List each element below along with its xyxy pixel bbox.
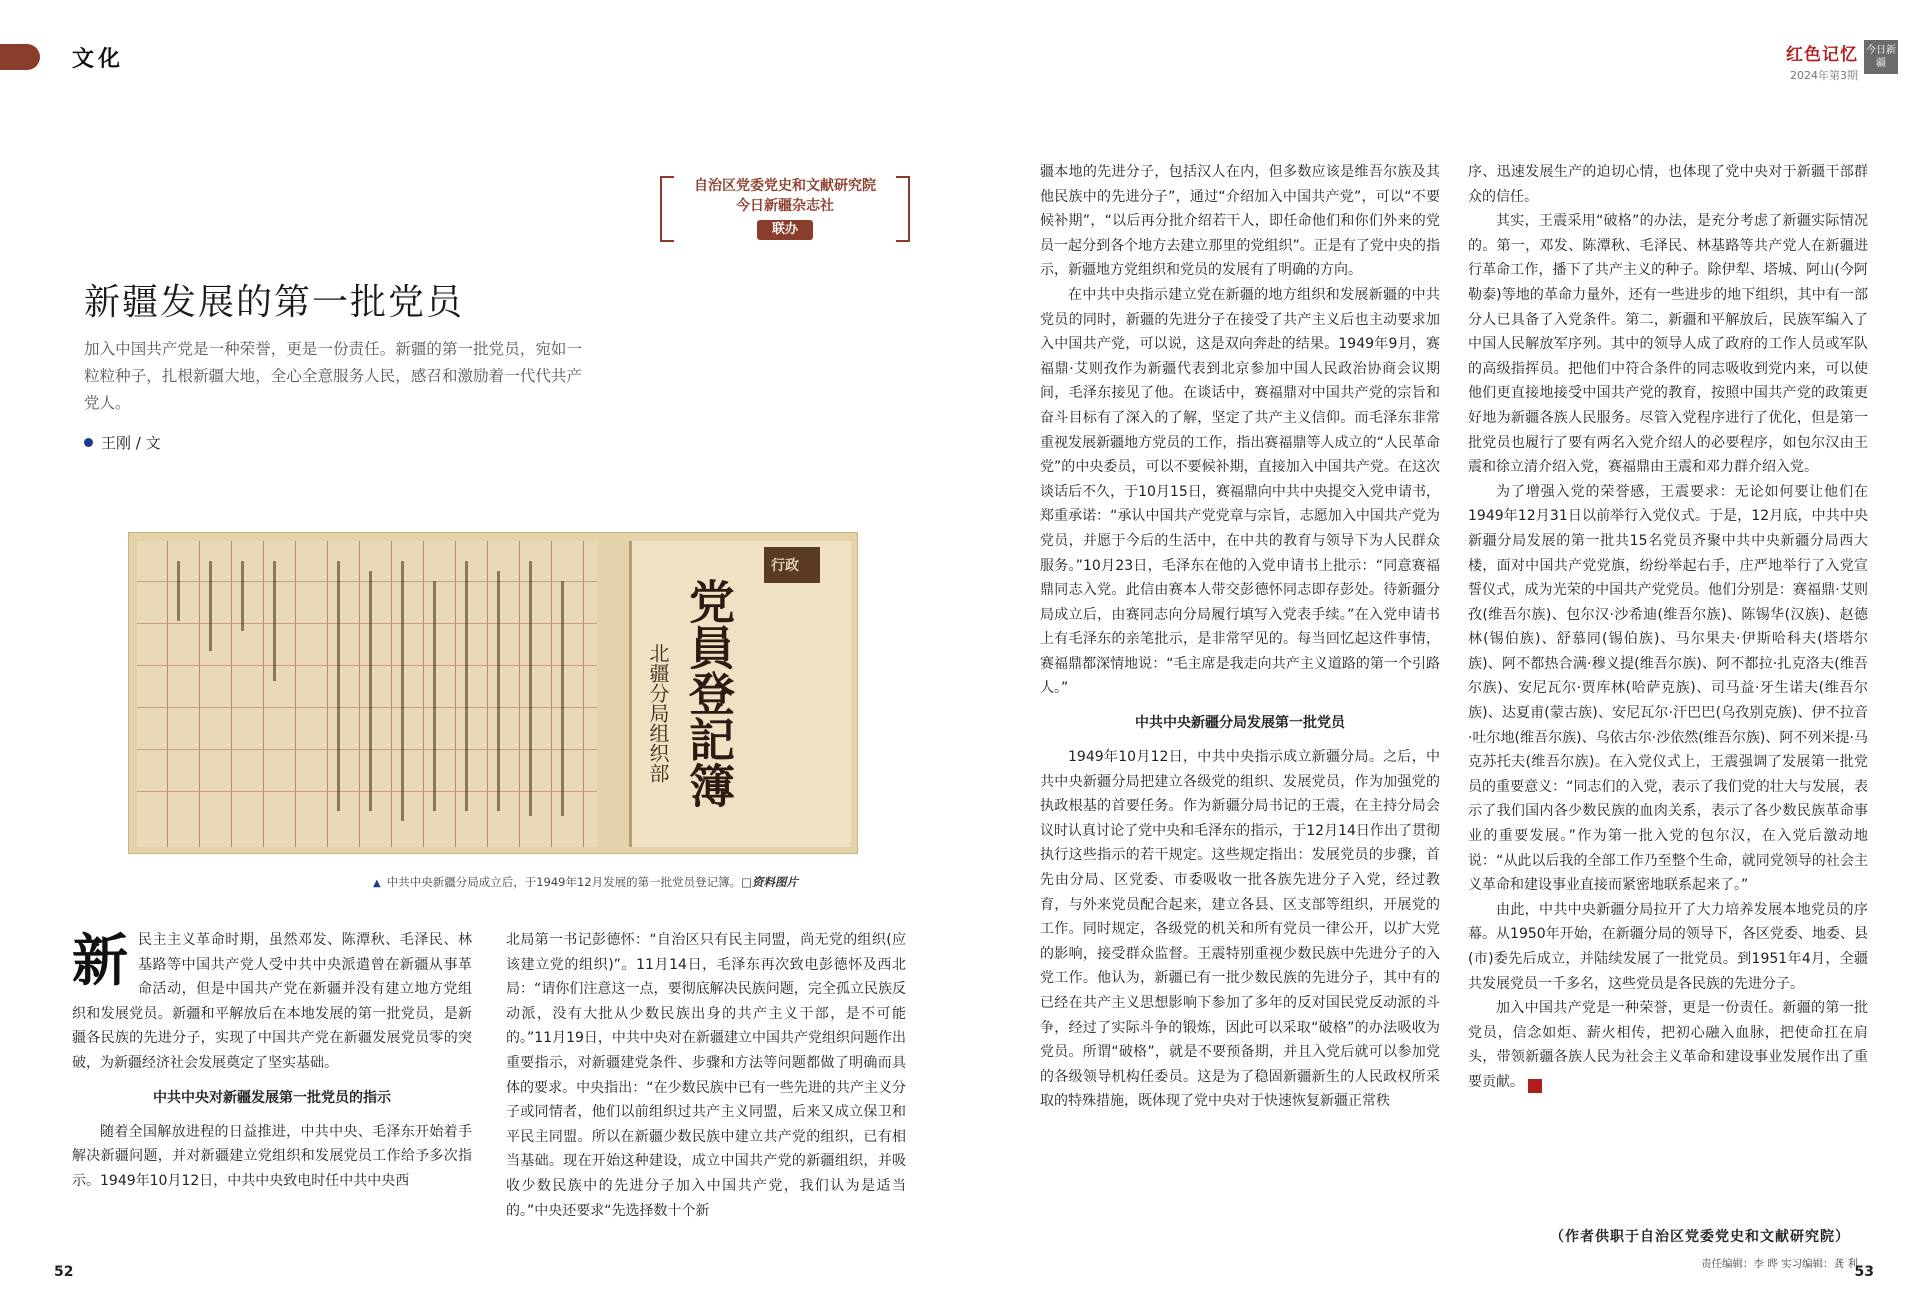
sponsor-bracket-left (660, 176, 674, 242)
paragraph: 其实，王震采用“破格”的办法，是充分考虑了新疆实际情况的。第一，邓发、陈潭秋、毛泽民、林基路等共产党人在新疆进行革命工作，播下了共产主义的种子。除伊犁、塔城、阿山(今阿勒泰)等地的革命力量外，还有一些进步的地下组织，其中有一部分人已具备了入党条件。第二，新疆和平解放后，民族军编入了中国人民解放军序列。其中的领导人成了政府的工作人员或军队的高级指挥员。把他们中符合条件的同志吸收到党内来，可以使他们更直接地接受中国共产党的教育，按照中国共产党的政策更好地为新疆各族人民服务。尽管入党程序进行了优化，但是第一批党员也履行了要有两名入党介绍人的必要程序，如包尔汉由王震和徐立清介绍入党，赛福鼎由王震和邓力群介绍入党。 (1468, 213, 1868, 476)
paragraph: 1949年10月12日，中共中央指示成立新疆分局。之后，中共中央新疆分局把建立各级党的组织、发展党员，作为加强党的执政根基的首要任务。作为新疆分局书记的王震，在主持分局会议时认真讨论了党中央和毛泽东的指示，于12月14日作出了贯彻执行这些指示的若干规定。这些规定指出：发展党员的步骤，首先由分局、区党委、市委吸收一批各族先进分子入党，经过教育，与外来党员配合起来，建立各县、区支部等组织，开展党的工作。同时规定，各级党的机关和所有党员一律公开，以扩大党的影响，接受群众监督。王震特别重视少数民族中先进分子的入党工作。他认为，新疆已有一批少数民族的先进分子，其中有的已经在共产主义思想影响下参加了多年的反对国民党反动派的斗争，经过了实际斗争的锻炼，因此可以采取“破格”的办法吸收为党员。所谓“破格”，就是不要预备期，并且入党后就可以参加党的各级领导机构任委员。这是为了稳固新疆新生的人民政权所采取的特殊措施，既体现了党中央对于快速恢复新疆正常秩 (1040, 749, 1440, 1110)
paragraph: 疆本地的先进分子，包括汉人在内，但多数应该是维吾尔族及其他民族中的先进分子”，通过“介绍加入中国共产党”，可以“不要候补期”，“以后再分批介绍若干人，即任命他们和你们外来的党员一起分到各个地方去建立那里的党组织”。正是有了党中央的指示，新疆地方党组织和党员的发展有了明确的方向。 (1040, 164, 1440, 279)
author-note: （作者供职于自治区党委党史和文献研究院） (1550, 1229, 1850, 1245)
sponsor-badge: 联办 (757, 220, 813, 240)
sponsor-line-2: 今日新疆杂志社 (736, 198, 834, 214)
caption-triangle-icon: ▲ (373, 878, 381, 889)
paragraph: 北局第一书记彭德怀：“自治区只有民主同盟，尚无党的组织(应该建立党的组织)”。11月14日，毛泽东再次致电彭德怀及西北局：“请你们注意这一点，要彻底解决民族问题，完全孤立民族反动派，没有大批从少数民族出身的共产主义干部，是不可能的。”11月19日，中共中央对在新疆建立中国共产党组织问题作出重要指示，对新疆建党条件、步骤和方法等问题都做了明确而具体的要求。中央指出：“在少数民族中已有一些先进的共产主义分子或同情者，他们以前组织过共产主义同盟，后来又成立保卫和平民主同盟。所以在新疆少数民族中建立共产党的组织，已有相当基础。现在开始这种建设，成立中国共产党的新疆组织，并吸收少数民族中的先进分子加入中国共产党，我们认为是适当的。”中央还要求“先选择数十个新 (506, 932, 906, 1219)
brand-title: 红色记忆 (1786, 45, 1858, 65)
paragraph: 在中共中央指示建立党在新疆的地方组织和发展新疆的中共党员的同时，新疆的先进分子在接受了共产主义后也主动要求加入中国共产党，可以说，这是双向奔赴的结果。1949年9月，赛福鼎·艾则孜作为新疆代表到北京参加中国人民政治协商会议期间，毛泽东接见了他。在谈话中，赛福鼎对中国共产党的宗旨和奋斗目标有了深入的了解，坚定了共产主义信仰。而毛泽东非常重视发展新疆地方党员的工作，指出赛福鼎等人成立的“人民革命党”的中央委员，可以不要候补期，直接加入中国共产党。在这次谈话后不久，于10月15日，赛福鼎向中共中央提交入党申请书，郑重承诺：“承认中国共产党党章与宗旨，志愿加入中国共产党为党员，并愿于今后的生活中，在中共的教育与领导下为人民群众服务。”10月23日，毛泽东在他的入党申请书上批示：“同意赛福鼎同志入党。此信由赛本人带交彭德怀同志即存彭处。待新疆分局成立后，由赛同志向分局履行填写入党表手续。”在入党申请书上有毛泽东的亲笔批示，是非常罕见的。每当回忆起这件事情，赛福鼎都深情地说：“毛主席是我走向共产主义道路的第一个引路人。” (1040, 286, 1440, 697)
body-column-4 (1468, 160, 1868, 1095)
issue-label: 2024年第3期 (1790, 69, 1858, 82)
subheading: 中共中央新疆分局发展第一批党员 (1135, 715, 1345, 732)
section-title: 文化 (72, 47, 125, 72)
editor-credits: 责任编辑：李 晔 实习编辑：龚 利 (1700, 1258, 1858, 1270)
cover-title: 党員登記簿 (682, 578, 736, 808)
right-page (960, 0, 1920, 1307)
photo-caption (373, 874, 798, 890)
sponsor-bracket-right (896, 176, 910, 242)
register-table-image (137, 541, 597, 847)
body-column-3 (1040, 160, 1440, 1114)
paragraph: 随着全国解放进程的日益推进，中共中央、毛泽东开始着手解决新疆问题，并对新疆建立党组织和发展党员工作给予多次指示。1949年10月12日，中共中央致电时任中共中央西 (72, 1123, 472, 1189)
cover-subtitle: 北疆分局组织部 (646, 643, 670, 783)
byline-dot-icon (84, 438, 93, 447)
paragraph: 序、迅速发展生产的迫切心情，也体现了党中央对于新疆干部群众的信任。 (1468, 164, 1868, 205)
cover-stamp-text: 行政 (771, 558, 799, 574)
sponsor-line-1: 自治区党委党史和文献研究院 (694, 178, 876, 194)
magazine-logo: 今日新疆 (1864, 40, 1898, 74)
byline (84, 432, 161, 453)
article-lead: 加入中国共产党是一种荣誉，更是一份责任。新疆的第一批党员，宛如一粒粒种子，扎根新疆大地，全心全意服务人民，感召和激励着一代代共产党人。 (84, 340, 582, 412)
page-number-left: 52 (54, 1264, 74, 1280)
paragraph (1468, 996, 1868, 1094)
caption-text: 中共中央新疆分局成立后，于1949年12月发展的第一批党员登记簿。 (386, 875, 742, 889)
sponsor-box (660, 172, 910, 250)
section-tab-marker (0, 44, 40, 70)
paragraph: 由此，中共中央新疆分局拉开了大力培养发展本地党员的序幕。从1950年开始，在新疆分局的领导下，各区党委、地委、县(市)委先后成立，并陆续发展了一批党员。到1951年4月，全疆共发展党员一千多名，这些党员是各民族的先进分子。 (1468, 901, 1868, 992)
subheading: 中共中央对新疆发展第一批党员的指示 (153, 1089, 391, 1106)
body-column-2 (506, 928, 906, 1223)
paragraph: 民主主义革命时期，虽然邓发、陈潭秋、毛泽民、林基路等中国共产党人受中共中央派遣曾在新疆从事革命活动，但是中国共产党在新疆并没有建立地方党组织和发展党员。新疆和平解放后在本地发展的第一批党员，是新疆各民族的先进分子，实现了中国共产党在新疆发展党员零的突破，为新疆经济社会发展奠定了坚实基础。 (72, 932, 472, 1071)
register-book-photo (128, 532, 858, 854)
end-mark-icon: J (1528, 1079, 1542, 1093)
article-title: 新疆发展的第一批党员 (84, 282, 465, 323)
page-number-right: 53 (1854, 1264, 1874, 1280)
paragraph: 为了增强入党的荣誉感，王震要求：无论如何要让他们在1949年12月31日以前举行入党仪式。于是，12月底，中共中央新疆分局发展的第一批共15名党员齐聚中共中央新疆分局西大楼，面对中国共产党党旗，纷纷举起右手，庄严地举行了入党宣誓仪式，成为光荣的中国共产党党员。他们分别是：赛福鼎·艾则孜(维吾尔族)、包尔汉·沙希迪(维吾尔族)、陈锡华(汉族)、赵德林(锡伯族)、舒慕同(锡伯族)、马尔果夫·伊斯哈科夫(塔塔尔族)、阿不都热合满·穆义提(维吾尔族)、阿不都拉·扎克洛夫(维吾尔族)、安尼瓦尔·贾库林(哈萨克族)、司马益·牙生诺夫(维吾尔族)、达夏甫(蒙古族)、安尼瓦尔·汗巴巴(乌孜别克族)、伊不拉音·吐尔地(维吾尔族)、乌依古尔·沙依然(维吾尔族)、阿不列米提·马克苏托夫(维吾尔族)。在入党仪式上，王震强调了发展第一批党员的重要意义：“同志们的入党，表示了我们党的壮大与发展，表示了我们国内各少数民族的血肉关系，表示了各少数民族革命事业的重要发展。”作为第一批入党的包尔汉，在入党后激动地说：“从此以后我的全部工作乃至整个生命，就同党领导的社会主义革命和建设事业直接而紧密地联系起来了。” (1468, 483, 1868, 894)
byline-text: 王刚 / 文 (101, 434, 161, 452)
closing-text: 加入中国共产党是一种荣誉，更是一份责任。新疆的第一批党员，信念如炬、薪火相传，把初心融入血脉，把使命扛在肩头，带领新疆各族人民为社会主义革命和建设事业发展作出了重要贡献。 (1468, 1000, 1868, 1090)
magazine-brand (1786, 40, 1858, 83)
caption-credit: □资料图片 (741, 875, 798, 889)
body-column-1 (72, 928, 472, 1193)
drop-cap: 新 (72, 928, 128, 994)
